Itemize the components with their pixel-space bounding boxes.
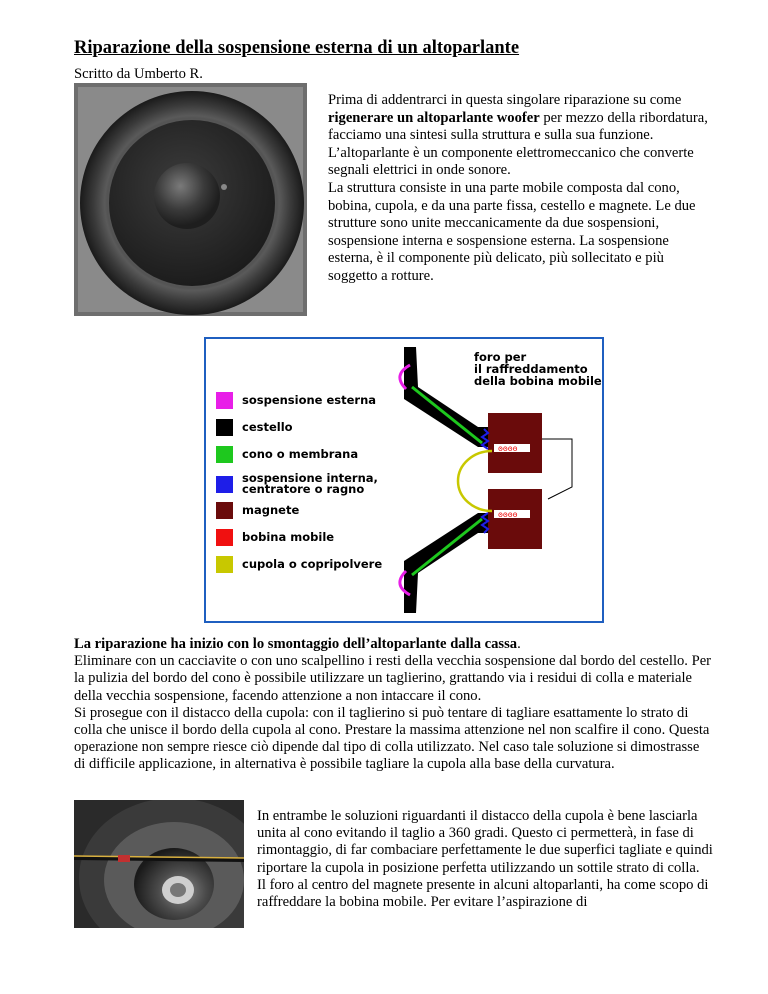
svg-text:ꙩꙩꙩꙩ: ꙩꙩꙩꙩ: [498, 510, 518, 519]
legend-item-surround: sospensione esterna: [216, 392, 376, 409]
intro-paragraph-2: La struttura consiste in una parte mobile composta dal cono, bobina, cupola, e da una parte fissa, cestello e magnete. Le due strutture sono unite meccanicamente da due sospensioni, sospensione interna e sospensione esterna. La sospensione esterna, è il componente più delicato, più sollecitato e più soggetto a rotture.: [328, 179, 696, 284]
legend-item-magnet: magnete: [216, 502, 299, 519]
legend-swatch: [216, 446, 233, 463]
cooling-hole-note: foro per il raffreddamento della bobina mobile: [474, 350, 602, 388]
intro-paragraph-1: Prima di addentrarci in questa singolare riparazione su come rigenerare un altoparlante woofer per mezzo della ribordatura, facciamo una sintesi sulla struttura e sulla sua funzione. L’altoparlante è un componente elettromeccanico che converte segnali elettrici in onde sonore.: [328, 92, 708, 179]
legend-item-basket: cestello: [216, 419, 293, 436]
legend-swatch: [216, 502, 233, 519]
legend-item-spider: sospensione interna, centratore o ragno: [216, 473, 378, 495]
dome-paragraph-1: In entrambe le soluzioni riguardanti il distacco della cupola è bene lasciarla unita al cono evitando il taglio a 360 gradi. Questo ci permetterà, in fase di rimontaggio, di far combaciare perfettamente le due superfici tagliate e quindi riportare la cupola in posizione perfetta utilizzando un sottile strato di colla.: [257, 808, 713, 876]
legend-item-cone: cono o membrana: [216, 446, 358, 463]
section-heading: La riparazione ha inizio con lo smontaggio dell’altoparlante dalla cassa.: [74, 636, 521, 652]
legend-swatch: [216, 476, 233, 493]
dome-paragraph-2: Il foro al centro del magnete presente in alcuni altoparlanti, ha come scopo di raffreddare la bobina mobile. Per evitare l’aspirazione di: [257, 876, 709, 911]
legend-swatch: [216, 392, 233, 409]
woofer-photo: [74, 83, 307, 316]
legend-swatch: [216, 529, 233, 546]
svg-text:ꙩꙩꙩꙩ: ꙩꙩꙩꙩ: [498, 444, 518, 453]
section-paragraph-2: Si prosegue con il distacco della cupola: con il taglierino si può tentare di tagliare esattamente lo strato di colla che unisce il bordo della cupola al cono. Prestare la massima attenzione nel non scalfire il cono. Questa operazione non sempre riesce ciò dipende dal tipo di colla utilizzato. Nel caso tale soluzione si dimostrasse di difficile applicazione, in alternativa è possibile tagliare la cupola alla base della curvatura.: [74, 704, 710, 773]
section-paragraph-1: Eliminare con un cacciavite o con uno scalpellino i resti della vecchia sospensione dal bordo del cestello. Per la pulizia del bordo del cono è possibile utilizzare un taglierino, grattando via i residui di colla e materiale della vecchia sospensione, facendo attenzione a non intaccare il cono.: [74, 653, 712, 704]
intro-text: [328, 92, 708, 286]
page-title: Riparazione della sospensione esterna di un altoparlante: [74, 38, 520, 58]
legend-swatch: [216, 419, 233, 436]
speaker-diagram: [204, 337, 604, 623]
section-repair-start: [74, 636, 714, 774]
dome-removal-photo: [74, 800, 244, 928]
author-line: Scritto da Umberto R.: [74, 66, 203, 82]
section-dome-text: [257, 808, 717, 911]
legend-item-voice-coil: bobina mobile: [216, 529, 334, 546]
legend-swatch: [216, 556, 233, 573]
legend-item-dome: cupola o copripolvere: [216, 556, 382, 573]
